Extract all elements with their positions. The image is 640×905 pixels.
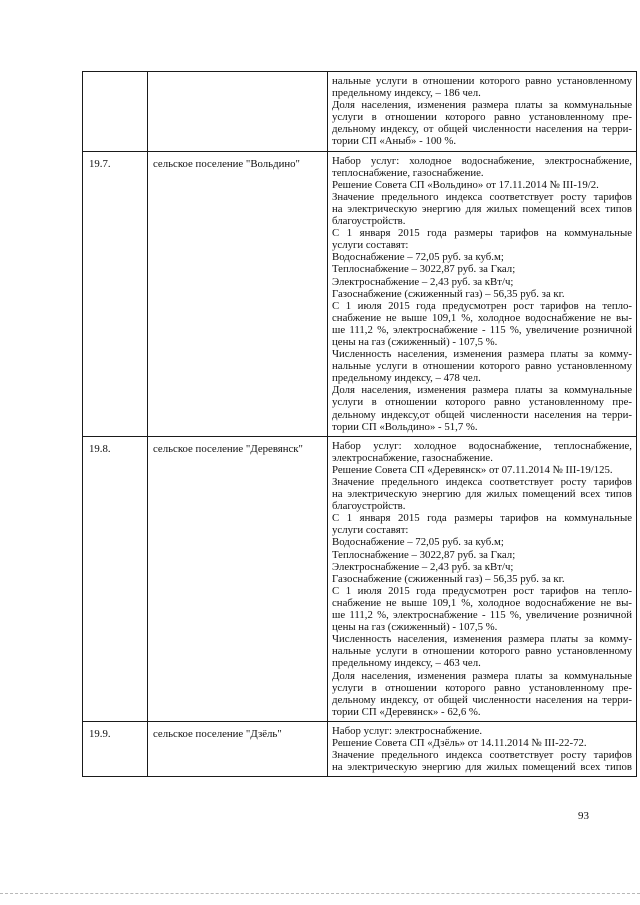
settlement-name-cell: сельское поселение "Деревянск" xyxy=(148,436,328,721)
table-row xyxy=(83,72,637,152)
text-line: Газоснабжение (сжиженный газ) – 56,35 руб. за кг. xyxy=(332,572,565,585)
text-line: Набор услуг: холодное водоснабжение, электроснабжение, xyxy=(332,154,632,167)
settlement-name-cell: сельское поселение "Вольдино" xyxy=(148,151,328,436)
text-line: Электроснабжение – 2,43 руб. за кВт/ч; xyxy=(332,560,514,573)
text-line: Численность населения, изменения размера платы за комму- xyxy=(332,633,632,646)
text-line: услуги в отношении которого равно установленному пре- xyxy=(332,396,632,409)
text-line: Водоснабжение – 72,05 руб. за куб.м; xyxy=(332,251,504,264)
row-number-cell: 19.9. xyxy=(83,721,148,776)
text-line: нальные услуги в отношении которого равно установленному xyxy=(332,360,632,373)
text-line: Значение предельного индекса соответствует росту тарифов xyxy=(332,749,632,762)
text-line: тории СП «Вольдино» - 51,7 %. xyxy=(332,420,478,433)
table-row xyxy=(83,721,637,776)
scan-edge-line xyxy=(0,893,640,894)
table-row xyxy=(83,151,637,436)
description-cell xyxy=(328,72,637,152)
text-line: Доля населения, изменения размера платы за коммунальные xyxy=(332,384,632,397)
description-cell xyxy=(328,436,637,721)
text-line: Теплоснабжение – 3022,87 руб. за Гкал; xyxy=(332,548,516,561)
text-line: нальные услуги в отношении которого равно установленному xyxy=(332,75,632,87)
settlement-name-cell xyxy=(148,72,328,152)
text-line: Решение Совета СП «Дзёль» от 14.11.2014 № III-22-72. xyxy=(332,736,587,749)
text-line: дельному индексу, от общей численности населения на терри- xyxy=(332,693,632,706)
tariff-table xyxy=(82,71,637,777)
text-line: снабжение не выше 109,1 %, холодное водоснабжение не вы- xyxy=(332,596,632,609)
text-line: Значение предельного индекса соответствует росту тарифов xyxy=(332,190,632,203)
row-number-cell: 19.8. xyxy=(83,436,148,721)
text-line: услуги в отношении которого равно установленному пре- xyxy=(332,111,632,124)
text-line: Водоснабжение – 72,05 руб. за куб.м; xyxy=(332,536,504,549)
settlement-name-cell: сельское поселение "Дзёль" xyxy=(148,721,328,776)
text-line: предельному индексу, – 478 чел. xyxy=(332,372,481,385)
text-line: Значение предельного индекса соответствует росту тарифов xyxy=(332,476,632,488)
text-line: Решение Совета СП «Вольдино» от 17.11.2014 № III-19/2. xyxy=(332,178,599,191)
text-line: Доля населения, изменения размера платы за коммунальные xyxy=(332,669,632,682)
text-line: услуги в отношении которого равно установленному пре- xyxy=(332,681,632,694)
text-line: благоустройств. xyxy=(332,215,406,228)
text-line: Газоснабжение (сжиженный газ) – 56,35 руб. за кг. xyxy=(332,287,565,300)
text-line: цены на газ (сжиженный) - 107,5 %. xyxy=(332,621,498,634)
text-line: на электрическую энергию для жилых помещений всех типов xyxy=(332,761,632,774)
text-line: услуги составят: xyxy=(332,524,409,537)
text-line: С 1 июля 2015 года предусмотрен рост тарифов на тепло- xyxy=(332,584,632,597)
text-line: на электрическую энергию для жилых помещений всех типов xyxy=(332,202,632,215)
text-line: Доля населения, изменения размера платы за коммунальные xyxy=(332,99,632,112)
text-line: электроснабжение, газоснабжение. xyxy=(332,451,493,464)
text-line: дельному индексу,от общей численности населения на терри- xyxy=(332,408,632,421)
text-line: тории СП «Деревянск» - 62,6 %. xyxy=(332,705,481,718)
text-line: Набор услуг: холодное водоснабжение, теплоснабжение, xyxy=(332,439,632,452)
text-line: на электрическую энергию для жилых помещений всех типов xyxy=(332,488,632,501)
table-row xyxy=(83,436,637,721)
text-line: нальные услуги в отношении которого равно установленному xyxy=(332,645,632,658)
text-line: С 1 января 2015 года размеры тарифов на коммунальные xyxy=(332,512,632,525)
text-line: ше 111,2 %, электроснабжение - 115 %, увеличение розничной xyxy=(332,323,632,336)
text-line: С 1 июля 2015 года предусмотрен рост тарифов на тепло- xyxy=(332,299,632,312)
text-line: услуги составят: xyxy=(332,239,409,252)
row-number-cell xyxy=(83,72,148,152)
text-line: Набор услуг: электроснабжение. xyxy=(332,724,483,737)
description-cell xyxy=(328,721,637,776)
description-cell xyxy=(328,151,637,436)
text-line: предельному индексу, – 186 чел. xyxy=(332,87,481,100)
text-line: тории СП «Аныб» - 100 %. xyxy=(332,135,457,148)
page-number: 93 xyxy=(578,810,589,822)
text-line: Численность населения, изменения размера платы за комму- xyxy=(332,348,632,361)
text-line: предельному индексу, – 463 чел. xyxy=(332,657,481,670)
text-line: дельному индексу, от общей численности населения на терри- xyxy=(332,123,632,136)
text-line: теплоснабжение, газоснабжение. xyxy=(332,166,484,179)
row-number-cell: 19.7. xyxy=(83,151,148,436)
text-line: снабжение не выше 109,1 %, холодное водоснабжение не вы- xyxy=(332,311,632,324)
text-line: Решение Совета СП «Деревянск» от 07.11.2014 № III-19/125. xyxy=(332,463,613,476)
text-line: Теплоснабжение – 3022,87 руб. за Гкал; xyxy=(332,263,516,276)
text-line: цены на газ (сжиженный) - 107,5 %. xyxy=(332,335,498,348)
text-line: благоустройств. xyxy=(332,500,406,513)
table-body xyxy=(83,72,637,777)
text-line: С 1 января 2015 года размеры тарифов на коммунальные xyxy=(332,227,632,240)
text-line: Электроснабжение – 2,43 руб. за кВт/ч; xyxy=(332,275,514,288)
text-line: ше 111,2 %, электроснабжение - 115 %, увеличение розничной xyxy=(332,609,632,622)
